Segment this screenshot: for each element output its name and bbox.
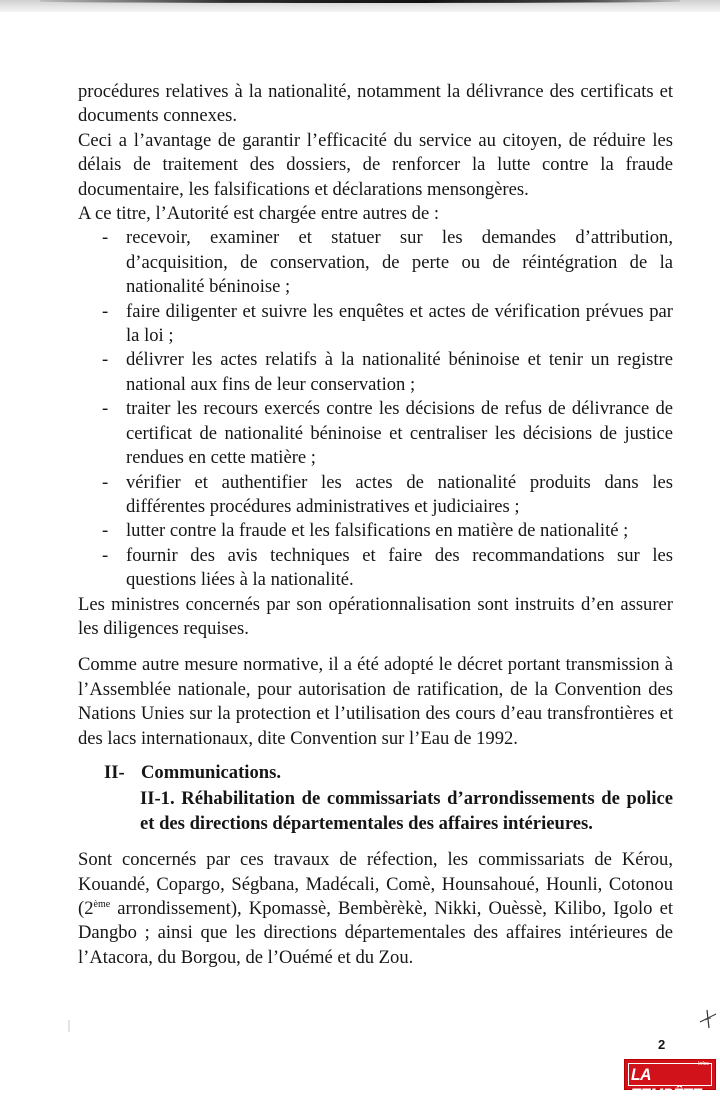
subsection-heading: II-1. Réhabilitation de commissariats d’arrondissements de police et des directions départementales des affaires intérieures. bbox=[140, 788, 673, 834]
paragraph-convention: Comme autre mesure normative, il a été adopté le décret portant transmission à l’Assemblée nationale, pour autorisation de ratification, de la Convention des Nations Unies sur la protection et l’utilisation des cours d’eau transfrontières et des lacs internationaux, dite Convention sur l’Eau de 1992. bbox=[78, 654, 673, 749]
list-item bbox=[78, 348, 673, 397]
page-number: 2 bbox=[658, 1037, 666, 1052]
commissariats-text-start: Sont concernés par ces travaux de réfection, les commissariats de Kérou, Kouandé, Copargo, Ségbana, Madécali, Comè, Hounsahoué, Hounli, Cotonou (2 bbox=[78, 849, 673, 919]
list-item bbox=[78, 544, 673, 593]
bullet-dash: - bbox=[102, 349, 109, 371]
scan-top-edge bbox=[0, 0, 720, 12]
handwritten-initial-icon bbox=[698, 1008, 718, 1030]
superscript-eme: ème bbox=[93, 898, 111, 910]
list-item-text: délivrer les actes relatifs à la nationalité béninoise et tenir un registre national aux fins de leur conservation ; bbox=[126, 349, 673, 395]
list-item bbox=[78, 471, 673, 520]
bullet-dash: - bbox=[102, 398, 109, 420]
paragraph-commissariats bbox=[78, 848, 673, 970]
paragraph-procedures: procédures relatives à la nationalité, notamment la délivrance des certificats et documents connexes. bbox=[78, 81, 673, 127]
bullet-dash: - bbox=[102, 300, 109, 322]
list-item bbox=[78, 519, 673, 543]
section-number: II- bbox=[104, 761, 125, 783]
paragraph-advantage: Ceci a l’avantage de garantir l’efficacité du service au citoyen, de réduire les délais de traitement des dossiers, de renforcer la lutte contre la fraude documentaire, les falsifications et déclarations mensongères. bbox=[78, 129, 673, 200]
list-item-text: recevoir, examiner et statuer sur les demandes d’attribution, d’acquisition, de conservation, de perte ou de réintégration de la nationalité béninoise ; bbox=[126, 227, 673, 298]
paragraph-intro-list: A ce titre, l’Autorité est chargée entre autres de : bbox=[78, 203, 440, 225]
list-item-text: vérifier et authentifier les actes de nationalité produits dans les différentes procédures administratives et judiciaires ; bbox=[126, 471, 673, 517]
la-tempete-logo bbox=[624, 1059, 716, 1104]
list-item-text: traiter les recours exercés contre les décisions de refus de délivrance de certificat de nationalité béninoise et centraliser les décisions de justice rendues en cette matière ; bbox=[126, 398, 673, 469]
authority-duties-list bbox=[78, 226, 673, 592]
section-title: Communications. bbox=[141, 761, 281, 783]
list-item bbox=[78, 397, 673, 470]
scan-shadow bbox=[40, 0, 680, 3]
section-heading bbox=[78, 761, 673, 785]
bullet-dash: - bbox=[102, 471, 109, 493]
list-item-text: lutter contre la fraude et les falsifications en matière de nationalité ; bbox=[126, 520, 629, 542]
logo-tag: Infos bbox=[698, 1061, 709, 1067]
paragraph-ministers: Les ministres concernés par son opérationnalisation sont instruits d’en assurer les diligences requises. bbox=[78, 593, 673, 639]
list-item bbox=[78, 300, 673, 349]
scan-artifact bbox=[68, 1020, 70, 1032]
list-item bbox=[78, 226, 673, 299]
bullet-dash: - bbox=[102, 520, 109, 542]
bullet-dash: - bbox=[102, 544, 109, 566]
commissariats-text-end: arrondissement), Kpomassè, Bembèrèkè, Nikki, Ouèssè, Kilibo, Igolo et Dangbo ; ainsi que les directions départementales des affaires intérieures de l’Atacora, du Borgou, de l’Ouémé et du Zou. bbox=[78, 898, 673, 968]
list-item-text: faire diligenter et suivre les enquêtes et actes de vérification prévues par la loi ; bbox=[126, 300, 673, 347]
list-item-text: fournir des avis techniques et faire des recommandations sur les questions liées à la nationalité. bbox=[126, 544, 673, 591]
document-page bbox=[78, 80, 673, 970]
bullet-dash: - bbox=[102, 227, 109, 249]
logo-title: LA TEMPÊTE bbox=[631, 1065, 702, 1104]
